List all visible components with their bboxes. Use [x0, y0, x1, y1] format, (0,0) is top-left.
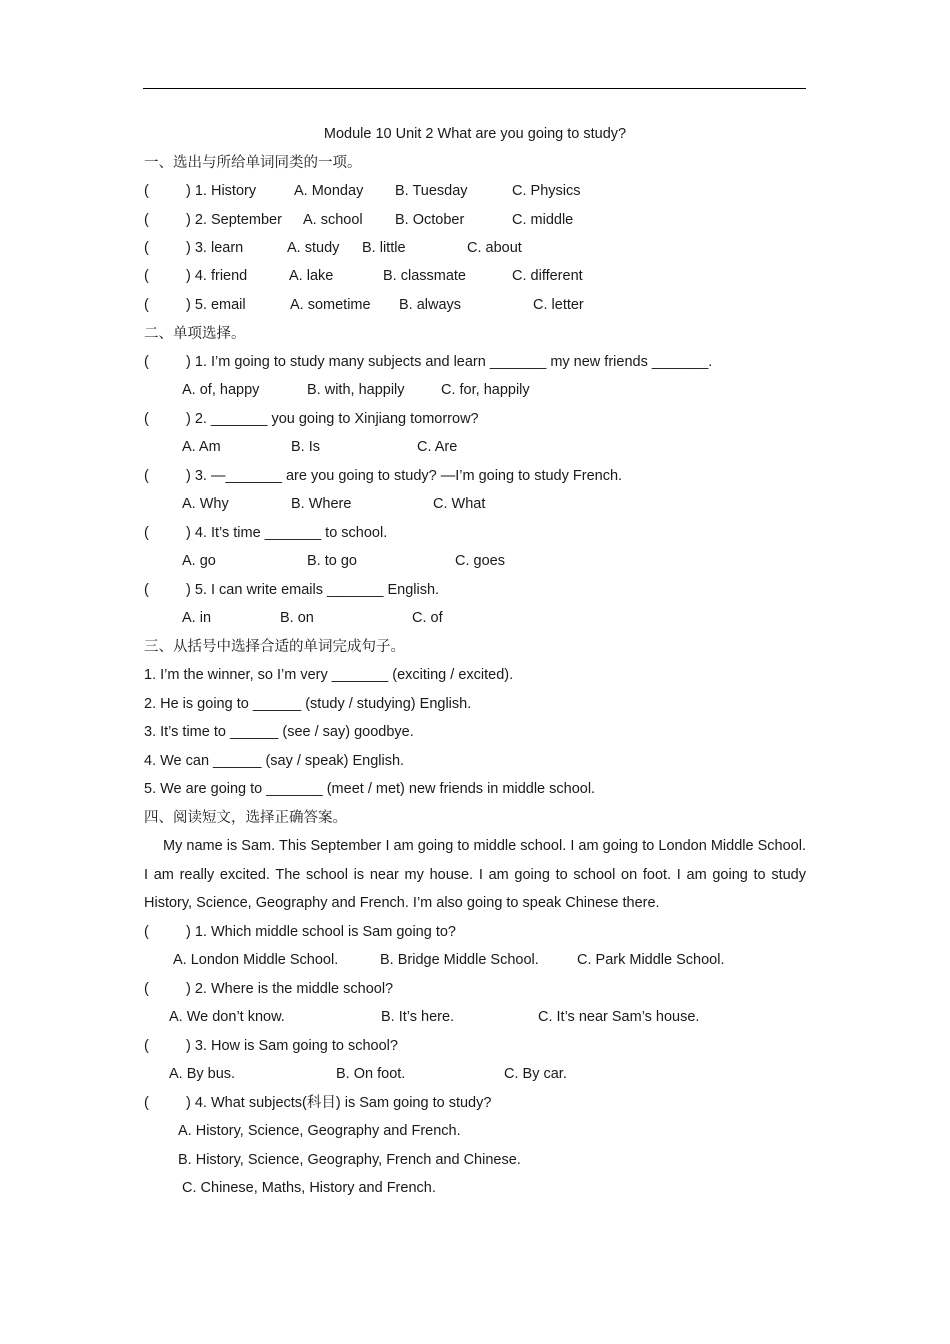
part4-q4-option-b: B. History, Science, Geography, French and Chinese.	[178, 1152, 521, 1168]
part4-q1-option-a: A. London Middle School.	[173, 952, 339, 968]
part2-question-2: ( ) 2. _______ you going to Xinjiang tomorrow?	[144, 411, 479, 427]
part1-q5-option-a: A. sometime	[290, 297, 371, 313]
part4-question-2: ( ) 2. Where is the middle school?	[144, 981, 394, 997]
part4-question-4: ( ) 4. What subjects(科目) is Sam going to study?	[144, 1095, 492, 1111]
part4-q1-option-c: C. Park Middle School.	[577, 952, 725, 968]
part2-q4-option-b: B. to go	[307, 553, 357, 569]
page-title: Module 10 Unit 2 What are you going to study?	[323, 126, 627, 142]
part1-q5-option-b: B. always	[399, 297, 462, 313]
part4-question-3: ( ) 3. How is Sam going to school?	[144, 1038, 398, 1054]
part2-q2-option-b: B. Is	[291, 439, 321, 455]
part2-q5-option-c: C. of	[412, 610, 443, 626]
part2-question-5: ( ) 5. I can write emails _______ English.	[144, 582, 440, 598]
part4-q1-option-b: B. Bridge Middle School.	[380, 952, 539, 968]
part4-q2-option-b: B. It’s here.	[381, 1009, 455, 1025]
part2-q2-option-a: A. Am	[182, 439, 221, 455]
section-1-heading: 一、选出与所给单词同类的一项。	[144, 155, 362, 171]
part4-q3-option-a: A. By bus.	[169, 1066, 236, 1082]
part2-q1-option-b: B. with, happily	[307, 382, 405, 398]
part1-q2-option-b: B. October	[395, 212, 465, 228]
part2-question-4: ( ) 4. It’s time _______ to school.	[144, 525, 388, 541]
part2-question-1: ( ) 1. I’m going to study many subjects and learn _______ my new friends _______.	[144, 354, 713, 370]
part2-q4-option-a: A. go	[182, 553, 216, 569]
part2-q3-option-b: B. Where	[291, 496, 352, 512]
part4-question-1: ( ) 1. Which middle school is Sam going to?	[144, 924, 456, 940]
header-rule	[143, 88, 806, 89]
part3-sentence-2: 2. He is going to ______ (study / studying) English.	[144, 696, 472, 712]
part3-sentence-3: 3. It’s time to ______ (see / say) goodbye.	[144, 724, 414, 740]
section-4-heading: 四、阅读短文，选择正确答案。	[144, 810, 347, 826]
part4-q2-option-a: A. We don’t know.	[169, 1009, 285, 1025]
section-2-heading: 二、单项选择。	[144, 326, 246, 342]
part1-q2-option-c: C. middle	[512, 212, 574, 228]
part1-question-5: ( ) 5. email	[144, 297, 246, 313]
part2-q1-option-a: A. of, happy	[182, 382, 260, 398]
part3-sentence-4: 4. We can ______ (say / speak) English.	[144, 753, 405, 769]
part1-q2-option-a: A. school	[303, 212, 363, 228]
part1-q1-option-c: C. Physics	[512, 183, 581, 199]
part2-q5-option-a: A. in	[182, 610, 212, 626]
part4-q4-option-a: A. History, Science, Geography and French.	[178, 1123, 461, 1139]
part4-q4-option-c: C. Chinese, Maths, History and French.	[182, 1180, 436, 1196]
part1-q3-option-b: B. little	[362, 240, 406, 256]
part3-sentence-5: 5. We are going to _______ (meet / met) new friends in middle school.	[144, 781, 596, 797]
part4-q3-option-c: C. By car.	[504, 1066, 567, 1082]
part2-q4-option-c: C. goes	[455, 553, 505, 569]
part1-q3-option-c: C. about	[467, 240, 522, 256]
section-3-heading: 三、从括号中选择合适的单词完成句子。	[144, 639, 405, 655]
part1-q4-option-a: A. lake	[289, 268, 334, 284]
part1-question-2: ( ) 2. September	[144, 212, 282, 228]
part2-q3-option-c: C. What	[433, 496, 486, 512]
part2-q2-option-c: C. Are	[417, 439, 458, 455]
part1-question-3: ( ) 3. learn	[144, 240, 244, 256]
part1-q3-option-a: A. study	[287, 240, 340, 256]
part2-question-3: ( ) 3. —_______ are you going to study? —I’m going to study French.	[144, 468, 623, 484]
part3-sentence-1: 1. I’m the winner, so I’m very _______ (exciting / excited).	[144, 667, 514, 683]
part4-q3-option-b: B. On foot.	[336, 1066, 406, 1082]
part1-q4-option-c: C. different	[512, 268, 583, 284]
part1-q5-option-c: C. letter	[533, 297, 584, 313]
part2-q3-option-a: A. Why	[182, 496, 229, 512]
part4-q2-option-c: C. It’s near Sam’s house.	[538, 1009, 700, 1025]
part2-q1-option-c: C. for, happily	[441, 382, 530, 398]
part2-q5-option-b: B. on	[280, 610, 314, 626]
part1-question-1: ( ) 1. History	[144, 183, 257, 199]
reading-passage: My name is Sam. This September I am going to middle school. I am going to London Middle School. I am really excited. The school is near my house. I am going to school on foot. I am going to study History, Science, Geography and French. I’m also going to speak Chinese there.	[144, 838, 806, 912]
part1-q1-option-b: B. Tuesday	[395, 183, 468, 199]
part1-question-4: ( ) 4. friend	[144, 268, 248, 284]
part1-q1-option-a: A. Monday	[294, 183, 364, 199]
part1-q4-option-b: B. classmate	[383, 268, 466, 284]
